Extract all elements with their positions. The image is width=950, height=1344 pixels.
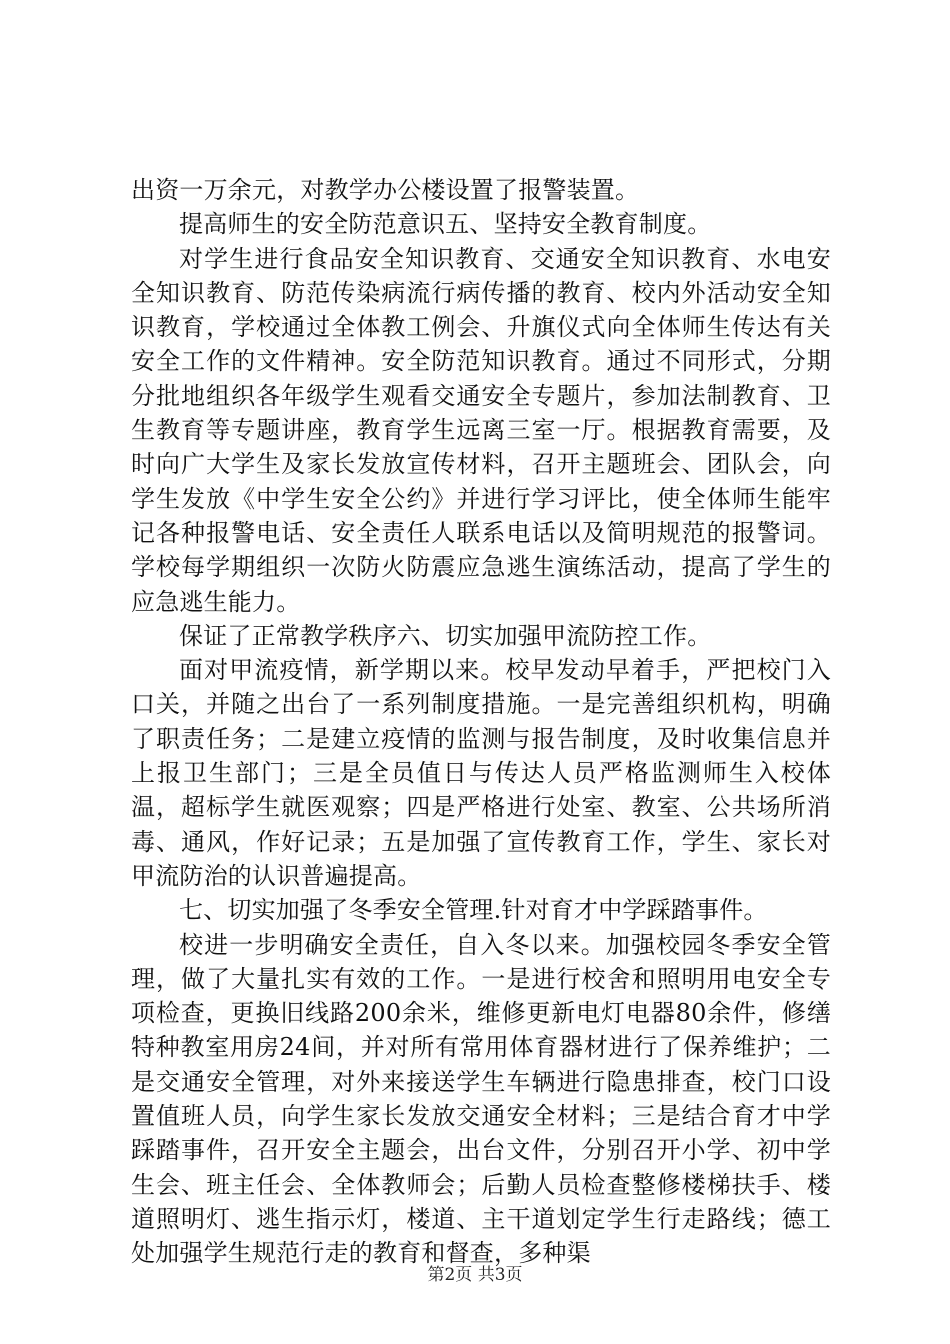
document-body: [131, 173, 831, 1271]
paragraph: 对学生进行食品安全知识教育、交通安全知识教育、水电安全知识教育、防范传染病流行病传播的教育、校内外活动安全知识教育，学校通过全体教工例会、升旗仪式向全体师生传达有关安全工作的文件精神。安全防范知识教育。通过不同形式，分期分批地组织各年级学生观看交通安全专题片，参加法制教育、卫生教育等专题讲座，教育学生远离三室一厅。根据教育需要，及时向广大学生及家长发放宣传材料，召开主题班会、团队会，向学生发放《中学生安全公约》并进行学习评比，使全体师生能牢记各种报警电话、安全责任人联系电话以及简明规范的报警词。学校每学期组织一次防火防震应急逃生演练活动，提高了学生的应急逃生能力。: [131, 244, 831, 616]
paragraph: 保证了正常教学秩序六、切实加强甲流防控工作。: [179, 621, 712, 650]
paragraph: 校进一步明确安全责任，自入冬以来。加强校园冬季安全管理，做了大量扎实有效的工作。一是进行校舍和照明用电安全专项检查，更换旧线路200余米，维修更新电灯电器80余件，修缮特种教室用房24间，并对所有常用体育器材进行了保养维护；二是交通安全管理，对外来接送学生车辆进行隐患排查，校门口设置值班人员，向学生家长发放交通安全材料；三是结合育才中学踩踏事件，召开安全主题会，出台文件，分别召开小学、初中学生会、班主任会、全体教师会；后勤人员检查整修楼梯扶手、楼道照明灯、逃生指示灯，楼道、主干道划定学生行走路线；德工处加强学生规范行走的教育和督查，多种渠: [131, 930, 831, 1268]
paragraph: 提高师生的安全防范意识五、坚持安全教育制度。: [179, 210, 712, 239]
paragraph: 七、切实加强了冬季安全管理.针对育才中学踩踏事件。: [179, 896, 768, 925]
paragraph: 出资一万余元，对教学办公楼设置了报警装置。: [131, 176, 640, 204]
page-number-footer: 第2页 共3页: [427, 1265, 523, 1285]
paragraph: 面对甲流疫情，新学期以来。校早发动早着手，严把校门入口关，并随之出台了一系列制度措施。一是完善组织机构，明确了职责任务；二是建立疫情的监测与报告制度，及时收集信息并上报卫生部门；三是全员值日与传达人员严格监测师生入校体温，超标学生就医观察；四是严格进行处室、教室、公共场所消毒、通风，作好记录；五是加强了宣传教育工作，学生、家长对甲流防治的认识普遍提高。: [131, 656, 831, 890]
